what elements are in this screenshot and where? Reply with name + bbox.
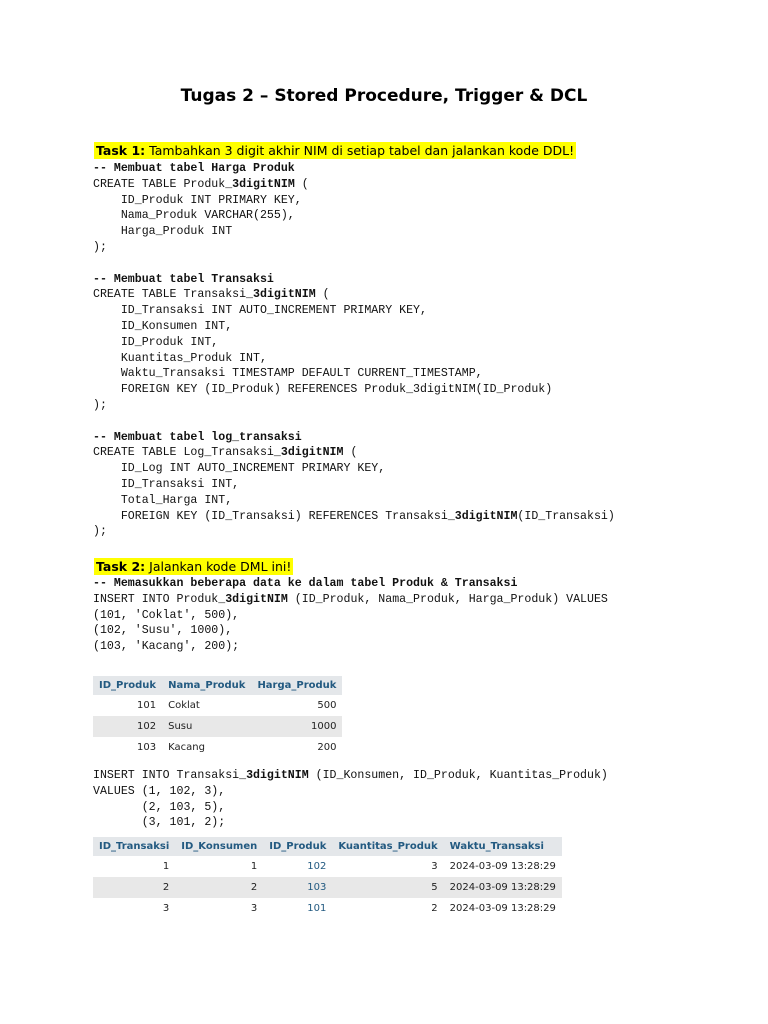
id-produk-link[interactable]: 101	[263, 898, 332, 919]
code-line: INSERT INTO Produk_	[93, 592, 226, 606]
code-line: CREATE TABLE Produk_	[93, 177, 233, 191]
table-header-row	[93, 837, 562, 856]
table-row	[93, 898, 562, 919]
table-row	[93, 737, 342, 758]
id-produk-link[interactable]: 102	[263, 856, 332, 877]
nim-placeholder: 3digitNIM	[225, 592, 288, 606]
dml-code-block	[93, 576, 608, 655]
insert-transaksi-code	[93, 768, 608, 831]
table-cell: 103	[93, 737, 162, 758]
column-header[interactable]: Harga_Produk	[251, 676, 342, 695]
nim-placeholder: 3digitNIM	[454, 509, 518, 523]
ddl-code-block	[93, 161, 615, 540]
column-header[interactable]: ID_Transaksi	[93, 837, 175, 856]
code-line: ( ID_Transaksi INT AUTO_INCREMENT PRIMARY KEY, ID_Konsumen INT, ID_Produk INT, Kuantitas_Produk INT, Waktu_Transaksi TIMESTAMP DEFAULT CURRENT_TIMESTAMP, FOREIGN KEY (ID_Produk) REFERENCES Produk_3digitNIM(ID_Produk) );	[93, 288, 553, 412]
code-line: (ID_Produk, Nama_Produk, Harga_Produk) VALUES (101, 'Coklat', 500), (102, 'Susu', 1000), (103, 'Kacang', 200);	[93, 592, 608, 654]
column-header[interactable]: Nama_Produk	[162, 676, 251, 695]
table-row	[93, 716, 342, 737]
code-line: ( ID_Produk INT PRIMARY KEY, Nama_Produk VARCHAR(255), Harga_Produk INT );	[93, 177, 309, 254]
code-comment: -- Membuat tabel log_transaksi	[93, 430, 302, 444]
table-cell: 2	[332, 898, 443, 919]
table-cell: 3	[332, 856, 443, 877]
task-1-text: Tambahkan 3 digit akhir NIM di setiap tabel dan jalankan kode DDL!	[149, 143, 575, 158]
transaksi-result-table	[93, 837, 562, 919]
table-cell: 1	[93, 856, 175, 877]
table-cell: 1	[175, 856, 263, 877]
task-2-label	[94, 558, 293, 575]
code-line: CREATE TABLE Log_Transaksi_	[93, 446, 281, 460]
task-2-text: Jalankan kode DML ini!	[149, 559, 292, 574]
table-cell: 200	[251, 737, 342, 758]
nim-placeholder: 3digitNIM	[253, 288, 316, 302]
table-cell: Coklat	[162, 695, 251, 716]
task-2-heading: Task 2:	[96, 559, 146, 574]
table-row	[93, 877, 562, 898]
table-row	[93, 856, 562, 877]
column-header[interactable]: Kuantitas_Produk	[332, 837, 443, 856]
table-cell: 2024-03-09 13:28:29	[444, 877, 562, 898]
table-cell: 2	[93, 877, 175, 898]
table-row	[93, 695, 342, 716]
table-cell: 3	[93, 898, 175, 919]
column-header[interactable]: ID_Konsumen	[175, 837, 263, 856]
task-1-heading: Task 1:	[96, 143, 146, 158]
table-cell: 2024-03-09 13:28:29	[444, 898, 562, 919]
code-line: (ID_Transaksi) );	[93, 509, 615, 539]
table-cell: 5	[332, 877, 443, 898]
column-header[interactable]: Waktu_Transaksi	[444, 837, 562, 856]
table-cell: 102	[93, 716, 162, 737]
code-comment: -- Memasukkan beberapa data ke dalam tabel Produk & Transaksi	[93, 577, 518, 590]
nim-placeholder: 3digitNIM	[280, 446, 344, 460]
table-cell: 1000	[251, 716, 342, 737]
code-comment: -- Membuat tabel Harga Produk	[93, 162, 295, 175]
table-cell: Kacang	[162, 737, 251, 758]
nim-placeholder: 3digitNIM	[246, 769, 309, 782]
code-line: CREATE TABLE Transaksi_	[93, 288, 254, 302]
produk-result-table	[93, 676, 342, 758]
code-comment: -- Membuat tabel Transaksi	[93, 272, 274, 286]
table-cell: 500	[251, 695, 342, 716]
task-1-label	[94, 142, 576, 159]
id-produk-link[interactable]: 103	[263, 877, 332, 898]
column-header[interactable]: ID_Produk	[93, 676, 162, 695]
nim-placeholder: 3digitNIM	[232, 177, 295, 191]
code-line: (ID_Konsumen, ID_Produk, Kuantitas_Produk) VALUES (1, 102, 3), (2, 103, 5), (3, 101, 2);	[93, 769, 608, 830]
code-line: INSERT INTO Transaksi_	[93, 769, 247, 782]
table-cell: 3	[175, 898, 263, 919]
table-cell: 2	[175, 877, 263, 898]
page-title: Tugas 2 – Stored Procedure, Trigger & DCL	[180, 86, 588, 106]
table-cell: Susu	[162, 716, 251, 737]
table-cell: 2024-03-09 13:28:29	[444, 856, 562, 877]
table-cell: 101	[93, 695, 162, 716]
table-header-row	[93, 676, 342, 695]
column-header[interactable]: ID_Produk	[263, 837, 332, 856]
code-line: ( ID_Log INT AUTO_INCREMENT PRIMARY KEY, ID_Transaksi INT, Total_Harga INT, FOREIGN KEY (ID_Transaksi) REFERENCES Transaksi_	[120, 446, 455, 523]
